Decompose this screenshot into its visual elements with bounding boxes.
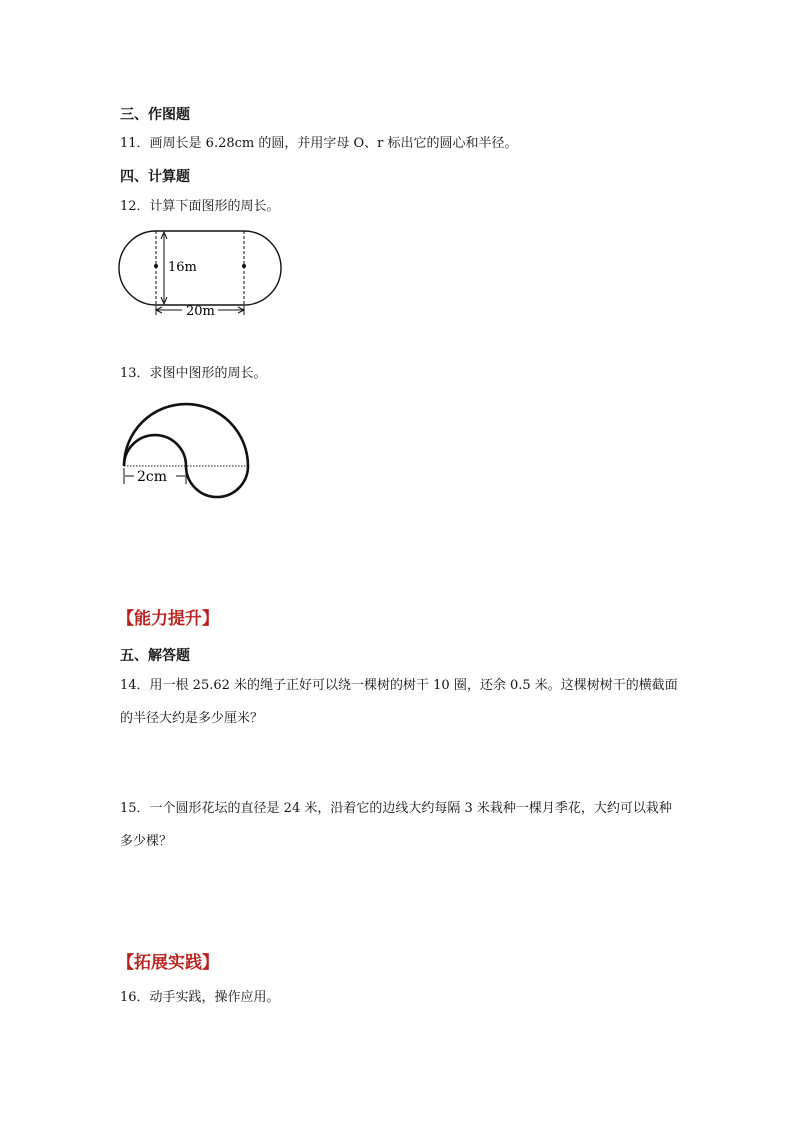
spiral-figure bbox=[118, 398, 258, 504]
dimension-label: 2cm bbox=[137, 469, 168, 485]
band-heading-extension: 【拓展实践】 bbox=[117, 953, 219, 973]
section-heading-drawing: 三、作图题 bbox=[120, 107, 190, 123]
question-14: 14．用一根 25.62 米的绳子正好可以绕一棵树的树干 10 圈，还余 0.5 米。这棵树树干的横截面的半径大约是多少厘米？ bbox=[120, 678, 678, 726]
stadium-figure bbox=[118, 226, 284, 320]
height-label: 16m bbox=[168, 260, 197, 275]
width-label: 20m bbox=[186, 304, 215, 319]
question-16: 16．动手实践，操作应用。 bbox=[120, 990, 280, 1005]
section-heading-calculation: 四、计算题 bbox=[120, 169, 190, 185]
small-semicircle bbox=[124, 435, 186, 466]
question-11: 11．画周长是 6.28cm 的圆，并用字母 O、r 标出它的圆心和半径。 bbox=[120, 136, 518, 151]
stadium-outline bbox=[119, 231, 281, 305]
question-12: 12．计算下面图形的周长。 bbox=[120, 199, 280, 214]
question-15: 15．一个圆形花坛的直径是 24 米，沿着它的边线大约每隔 3 米栽种一棵月季花，大约可以栽种多少棵？ bbox=[120, 801, 672, 849]
question-13: 13．求图中图形的周长。 bbox=[120, 366, 267, 381]
left-center-dot bbox=[154, 264, 158, 268]
lower-semicircle bbox=[186, 466, 248, 497]
band-heading-ability: 【能力提升】 bbox=[117, 609, 219, 629]
right-center-dot bbox=[242, 264, 246, 268]
section-heading-answers: 五、解答题 bbox=[120, 648, 190, 664]
